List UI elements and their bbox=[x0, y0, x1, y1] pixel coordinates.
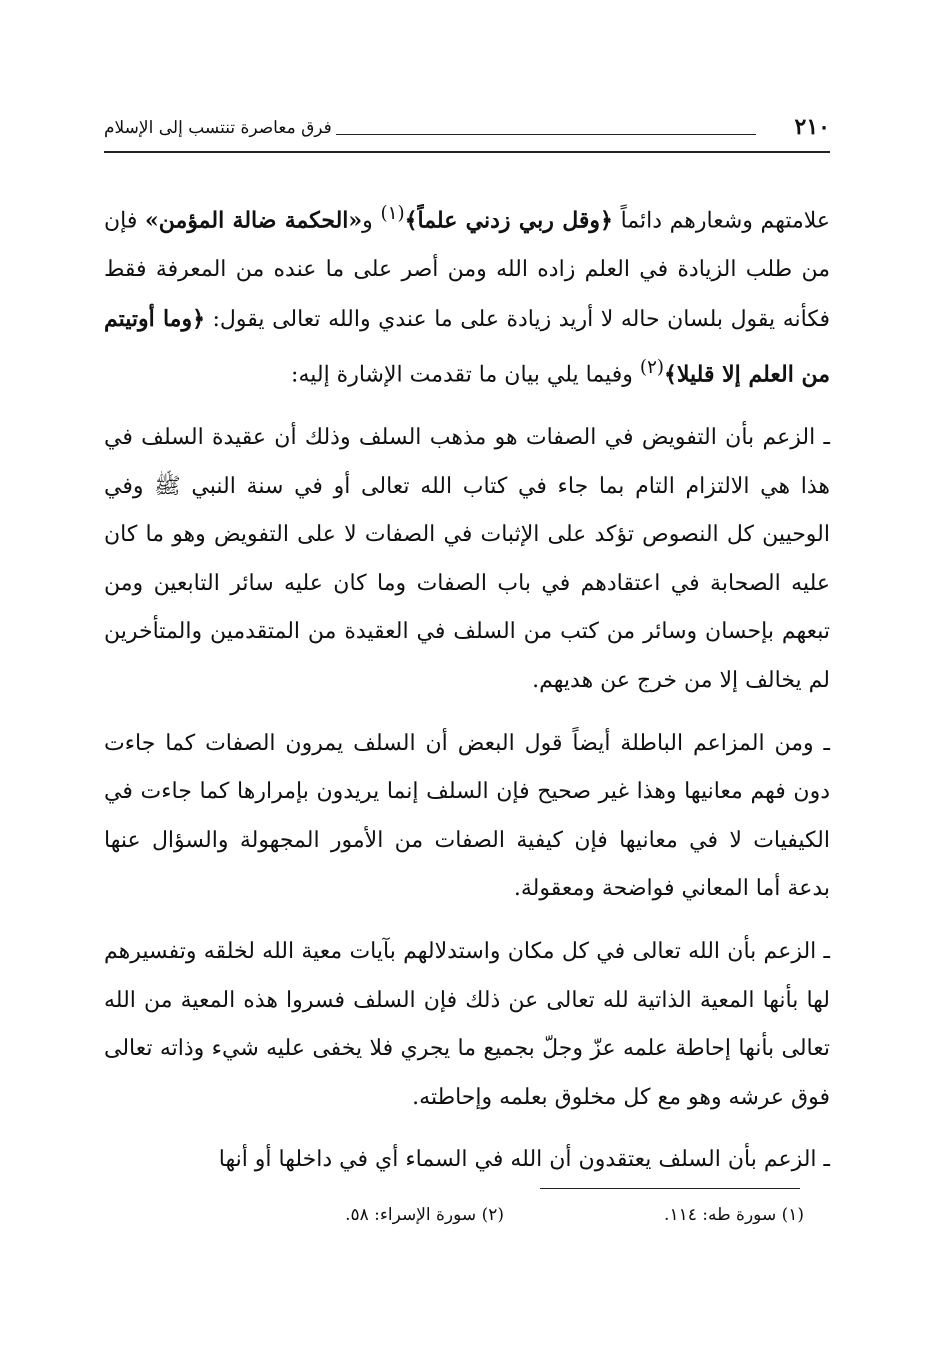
running-title: فرق معاصرة تنتسب إلى الإسلام bbox=[104, 118, 332, 138]
paragraph: ـ الزعم بأن الله تعالى في كل مكان واستدلالهم بآيات معية الله لخلقه وتفسيرهم لها بأنها المعية الذاتية لله تعالى عن ذلك فإن السلف فسروا هذه المعية من الله تعالى بأنها إحاطة علمه عزّ وجلّ بجميع ما يجري فلا يخفى عليه شيء وذاته تعالى فوق عرشه وهو مع كل مخلوق بعلمه وإحاطته. bbox=[104, 938, 830, 1110]
footnote-rule bbox=[540, 1188, 800, 1189]
footnotes bbox=[104, 1205, 804, 1235]
intro-paragraph: علامتهم وشعارهم دائماً ﴿وقل ربي زدني علماً﴾$^{(١)}$ و«الحكمة ضالة المؤمن» فإن من طلب الزيادة في العلم زاده الله ومن أصر على ما عنده من المعرفة فقط فكأنه يقول بلسان حاله لا أريد زيادة على ما عندي والله تعالى يقول: ﴿وما أوتيتم من العلم إلا قليلا﴾$^{(٢)}$ وفيما يلي بيان ما تقدمت الإشارة إليه: bbox=[104, 203, 831, 388]
footnote-ref: (٢) bbox=[639, 357, 665, 379]
body-text bbox=[104, 190, 830, 1185]
paragraph: ـ ومن المزاعم الباطلة أيضاً قول البعض أن السلف يمرون الصفات كما جاءت دون فهم معانيها وهذا غير صحيح فإن السلف إنما يريدون بإمرارها كما جاءت في الكيفيات لا في معانيها فإن كيفية الصفات من الأمور المجهولة والسؤال عنها بدعة أما المعاني فواضحة ومعقولة. bbox=[104, 730, 830, 902]
paragraph: ـ الزعم بأن التفويض في الصفات هو مذهب السلف وذلك أن عقيدة السلف في هذا هي الالتزام التام بما جاء في كتاب الله تعالى أو في سنة النبي ﷺ وفي الوحيين كل النصوص تؤكد على الإثبات في الصفات لا على التفويض وهو ما كان عليه الصحابة في اعتقادهم في باب الصفات وما كان عليه سائر التابعين ومن تبعهم بإحسان وسائر من كتب من السلف في العقيدة من المتقدمين والمتأخرين لم يخالف إلا من خرج عن هديهم. bbox=[104, 425, 830, 693]
paragraph: ـ الزعم بأن السلف يعتقدون أن الله في السماء أي في داخلها أو أنها bbox=[218, 1147, 830, 1173]
footnote: (١) سورة طه: ١١٤. bbox=[664, 1205, 804, 1225]
footnote-ref: (١) bbox=[380, 203, 405, 224]
page-header bbox=[104, 112, 830, 148]
page-number: ٢١٠ bbox=[794, 114, 830, 140]
quran-quote: ﴿وما أوتيتم من العلم إلا قليلا﴾ bbox=[104, 305, 830, 388]
hadith-quote: «الحكمة ضالة المؤمن» bbox=[145, 207, 363, 234]
header-rule bbox=[104, 151, 830, 153]
header-dash-line bbox=[336, 134, 756, 135]
quran-quote: ﴿وقل ربي زدني علماً﴾ bbox=[404, 207, 613, 234]
footnote: (٢) سورة الإسراء: ٥٨. bbox=[345, 1205, 504, 1225]
